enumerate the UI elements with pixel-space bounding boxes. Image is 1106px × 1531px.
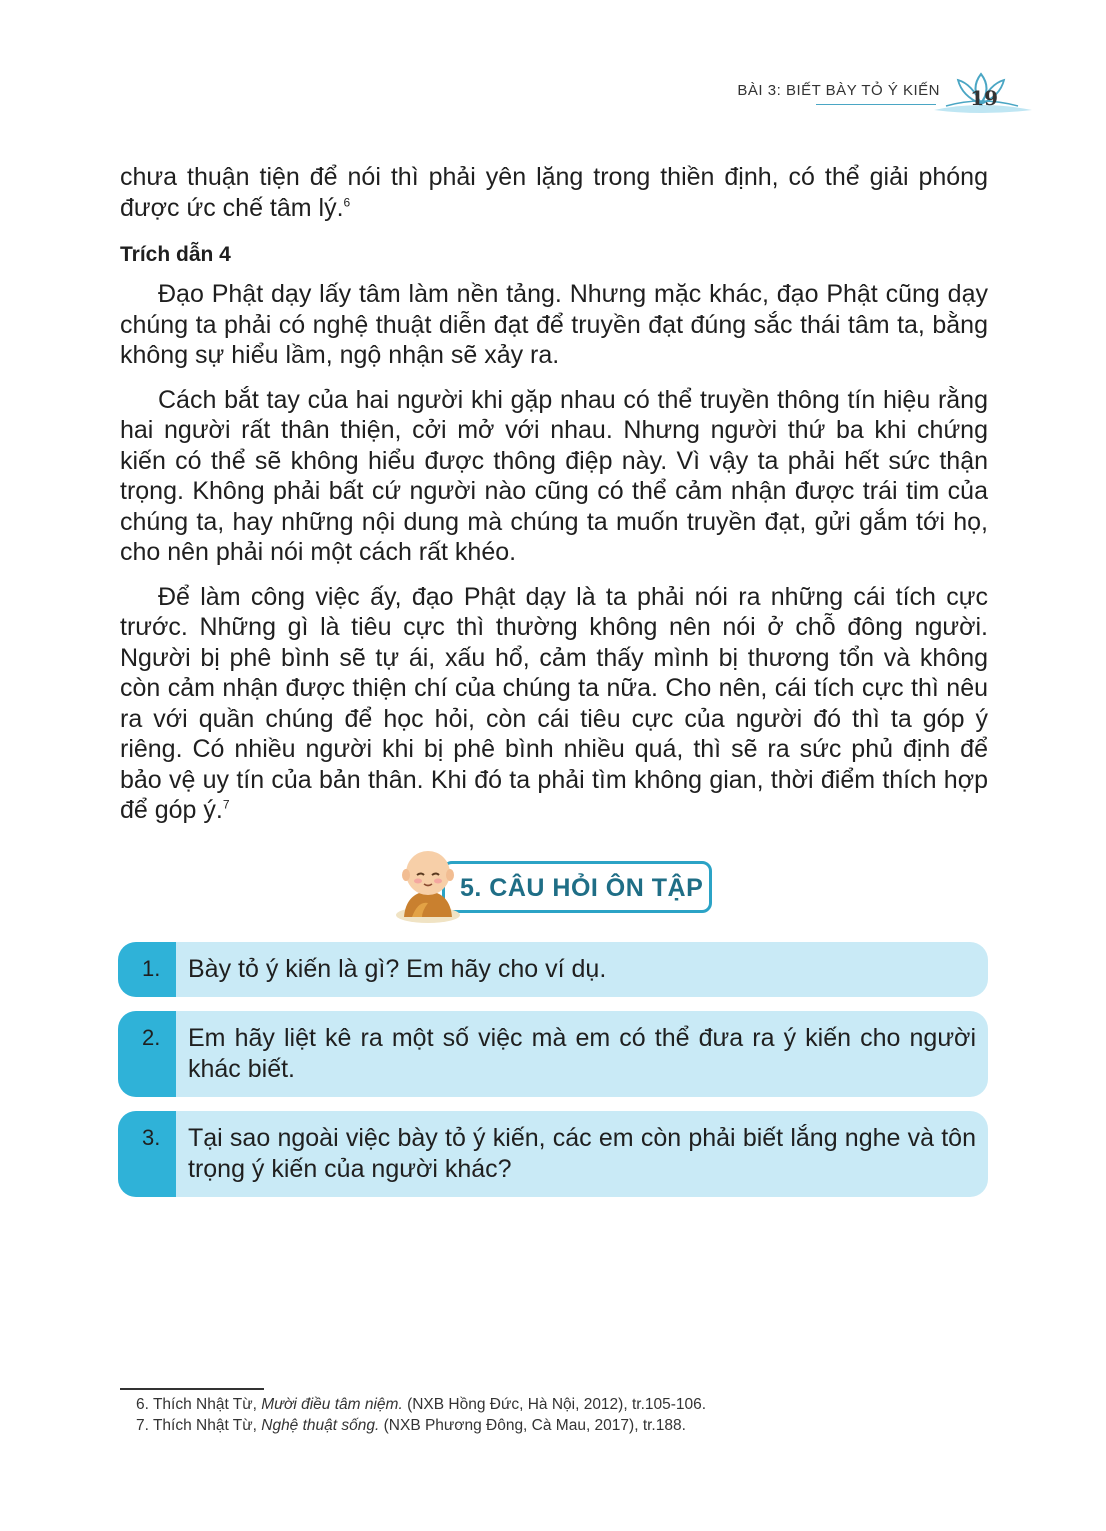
question-text: Tại sao ngoài việc bày tỏ ý kiến, các em còn phải biết lắng nghe và tôn trọng ý kiến của người khác?: [188, 1124, 976, 1183]
footnote-author: 7. Thích Nhật Từ,: [136, 1417, 262, 1434]
footnote-publication: (NXB Hồng Đức, Hà Nội, 2012), tr.105-106.: [402, 1396, 707, 1413]
question-item: [118, 942, 988, 997]
paragraph-1: Đạo Phật dạy lấy tâm làm nền tảng. Nhưng mặc khác, đạo Phật cũng dạy chúng ta phải có nghệ thuật diễn đạt để truyền đạt đúng sắc thái tâm ta, bằng không sự hiểu lầm, ngộ nhận sẽ xảy ra.: [120, 280, 988, 369]
review-questions: [118, 942, 988, 1211]
quote-heading: Trích dẫn 4: [120, 243, 231, 266]
question-item: [118, 1011, 988, 1097]
footnote-divider: [120, 1388, 264, 1390]
question-number: 1.: [118, 942, 176, 997]
lesson-title: BÀI 3: BIẾT BÀY TỎ Ý KIẾN: [737, 82, 940, 99]
paragraph-continued: [120, 162, 988, 223]
question-number: 3.: [118, 1111, 176, 1197]
footnote-6: [136, 1394, 706, 1415]
question-item: [118, 1111, 988, 1197]
main-content: [120, 162, 988, 840]
paragraph-2: Cách bắt tay của hai người khi gặp nhau có thể truyền thông tín hiệu rằng hai người rất thân thiện, cởi mở với nhau. Nhưng người thứ ba khi chứng kiến có thể sẽ không hiểu được thông điệp này. Vì vậy ta phải hết sức thận trọng. Không phải bất cứ người nào cũng có thể cảm nhận được trái tim của chúng ta, hay những nội dung mà chúng ta muốn truyền đạt, gửi gắm tới họ, cho nên phải nói một cách rất khéo.: [120, 385, 988, 566]
footnotes: [136, 1394, 706, 1436]
question-number: 2.: [118, 1011, 176, 1097]
header-divider: [816, 104, 936, 105]
question-text: Em hãy liệt kê ra một số việc mà em có thể đưa ra ý kiến cho người khác biết.: [188, 1024, 976, 1083]
footnote-ref: 7: [222, 797, 230, 812]
question-text: Bày tỏ ý kiến là gì? Em hãy cho ví dụ.: [188, 955, 607, 983]
page-header: [616, 70, 1036, 120]
paragraph-text: Để làm công việc ấy, đạo Phật dạy là ta phải nói ra những cái tích cực trước. Những gì là tiêu cực thì thường không nên nói ở chỗ đông người. Người bị phê bình sẽ tự ái, xấu hổ, cảm thấy mình bị thương tổn và không còn cảm nhận được thiện chí của chúng ta nữa. Cho nên, cái tích cực thì nêu ra với quần chúng để học hỏi, còn cái tiêu cực của người đó thì ta góp ý riêng. Có nhiều người khi bị phê bình nhiều quá, thì sẽ ra sức phủ định để bảo vệ uy tín của bản thân. Khi đó ta phải tìm không gian, thời điểm thích hợp để góp ý.: [120, 582, 988, 824]
monk-icon: [392, 845, 464, 925]
footnote-publication: (NXB Phương Đông, Cà Mau, 2017), tr.188.: [379, 1417, 686, 1434]
paragraph-3: [120, 582, 988, 826]
section-badge: [392, 845, 722, 925]
page-number: 19: [970, 86, 998, 110]
footnote-book-title: Nghệ thuật sống.: [261, 1417, 380, 1434]
footnote-7: [136, 1415, 706, 1436]
footnote-author: 6. Thích Nhật Từ,: [136, 1396, 262, 1413]
section-title: 5. CÂU HỎI ÔN TẬP: [460, 874, 704, 902]
paragraph-text: chưa thuận tiện để nói thì phải yên lặng trong thiền định, có thể giải phóng được ức chế tâm lý.: [120, 163, 988, 222]
footnote-ref: 6: [343, 195, 351, 210]
footnote-book-title: Mười điều tâm niệm.: [261, 1396, 403, 1413]
